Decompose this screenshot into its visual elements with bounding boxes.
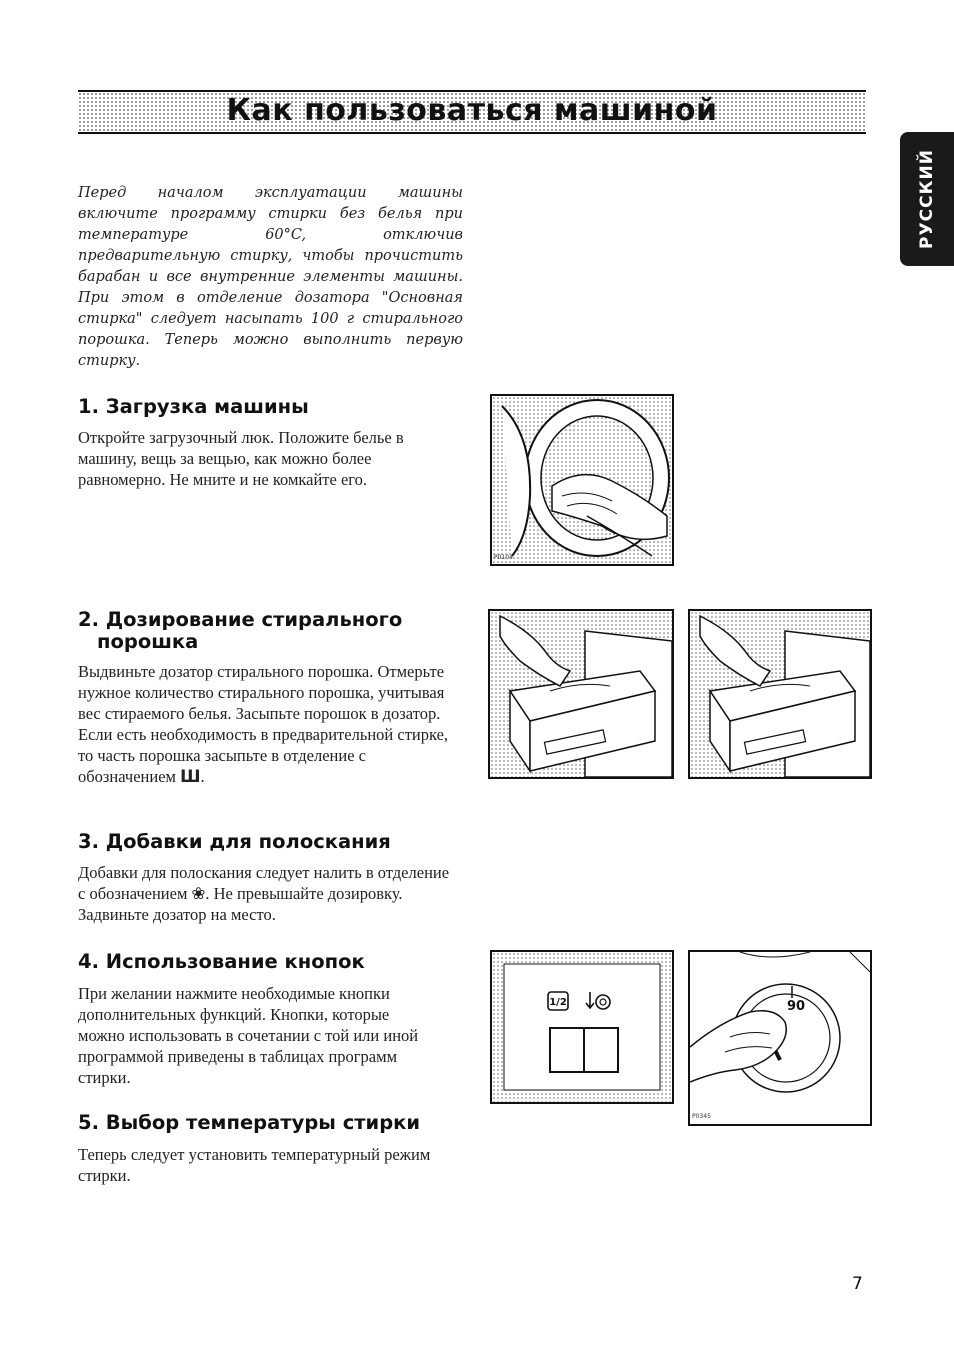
section-4-heading: 4. Использование кнопок [78,950,365,973]
section-3-body-start: Добавки для полоскания следует налить в отделение с обозначением [78,863,450,903]
section-2-end: . [200,767,205,786]
figure-loading-laundry [490,394,674,566]
section-3-heading: 3. Добавки для полоскания [78,830,391,853]
section-1-text: Откройте загрузочный люк. Положите белье в машину, вещь за вещью, как можно более равномерно. Не мните и не комкайте его. [78,428,404,489]
prewash-symbol-icon: Ш [180,767,201,786]
drum-illustration [492,396,672,564]
figure-drawer-open-right [688,609,872,779]
buttons-panel-illustration [492,952,672,1102]
figure-temperature-dial [688,950,872,1126]
section-2-heading-line1: 2. Дозирование стирального [78,608,403,631]
softener-flower-icon: ❀ [191,884,206,903]
language-tab-label: РУССКИЙ [917,149,937,249]
section-2-heading-line2: порошка [97,630,199,653]
section-2-body: Выдвиньте дозатор стирального порошка. Отмерьте нужное количество стирального порошка, учитывая вес стираемого белья. Засыпьте порошок в дозатор. Если есть необходимость в предварительной стирке, то часть порошка засыпьте в отделение с обозначением [78,662,449,786]
section-2-heading [78,609,458,653]
section-1-heading: 1. Загрузка машины [78,395,309,418]
section-2-text [78,661,454,787]
language-tab [900,132,954,266]
drawer-illustration-right [690,611,870,777]
drawer-illustration-left [490,611,672,777]
section-4-text: При желании нажмите необходимые кнопки дополнительных функций. Кнопки, которые можно использовать в сочетании с той или иной программой приведены в таблицах программ стирки. [78,984,419,1087]
section-5-heading: 5. Выбор температуры стирки [78,1111,421,1134]
figure-option-buttons [490,950,674,1104]
half-load-label: 1/2 [549,997,567,1008]
page-title: Как пользоваться машиной [226,93,718,128]
section-5-text: Теперь следует установить температурный режим стирки. [78,1145,431,1185]
dial-illustration [690,952,870,1124]
dial-temperature-mark: 90 [786,999,806,1014]
page-number: 7 [852,1274,863,1294]
figure-1-code: P0104 [494,554,513,561]
figure-dial-code: P0345 [692,1113,711,1120]
section-3-body-end: . Не превышайте дозировку. Задвиньте дозатор на место. [78,884,403,924]
figure-drawer-open-left [488,609,674,779]
intro-paragraph: Перед началом эксплуатации машины включите программу стирки без белья при температуре 60°C, отключив предварительную стирку, чтобы прочистить барабан и все внутренние элементы машины. При этом в отделение дозатора "Основная стирка" следует насыпать 100 г стирального порошка. Теперь можно выполнить первую стирку. [78,185,463,369]
section-3-text [78,862,454,925]
